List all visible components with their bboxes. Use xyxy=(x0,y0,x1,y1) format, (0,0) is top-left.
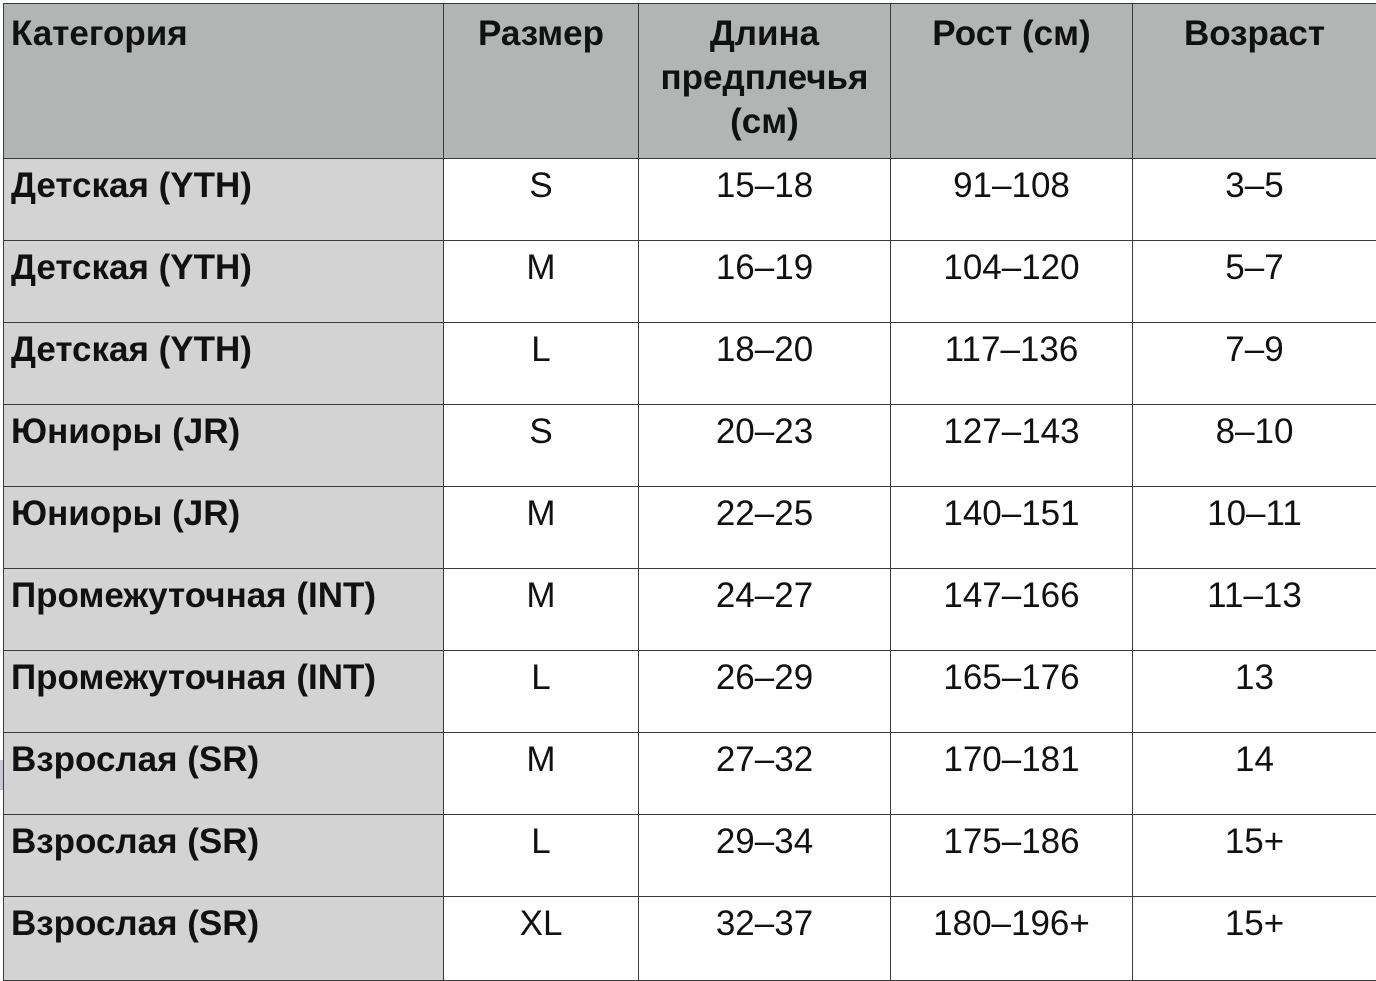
header-age: Возраст xyxy=(1133,4,1376,159)
cell-forearm: 32–37 xyxy=(639,897,891,981)
cell-height: 180–196+ xyxy=(891,897,1133,981)
cell-size: S xyxy=(444,159,639,241)
cell-forearm: 18–20 xyxy=(639,323,891,405)
cell-category: Юниоры (JR) xyxy=(4,487,444,569)
left-edge-marker xyxy=(0,760,3,790)
cell-height: 170–181 xyxy=(891,733,1133,815)
cell-height: 117–136 xyxy=(891,323,1133,405)
table-row xyxy=(4,487,1376,569)
size-chart-table xyxy=(3,3,1376,981)
table-row xyxy=(4,159,1376,241)
cell-age: 8–10 xyxy=(1133,405,1376,487)
cell-forearm: 15–18 xyxy=(639,159,891,241)
cell-age: 7–9 xyxy=(1133,323,1376,405)
table-header xyxy=(4,4,1376,159)
cell-size: L xyxy=(444,651,639,733)
cell-category: Детская (YTH) xyxy=(4,159,444,241)
cell-forearm: 29–34 xyxy=(639,815,891,897)
cell-forearm: 27–32 xyxy=(639,733,891,815)
table-row xyxy=(4,815,1376,897)
cell-category: Взрослая (SR) xyxy=(4,815,444,897)
cell-size: M xyxy=(444,487,639,569)
header-row xyxy=(4,4,1376,159)
cell-forearm: 22–25 xyxy=(639,487,891,569)
cell-size: M xyxy=(444,733,639,815)
table-row xyxy=(4,569,1376,651)
cell-height: 147–166 xyxy=(891,569,1133,651)
header-size: Размер xyxy=(444,4,639,159)
table-row xyxy=(4,651,1376,733)
table-row xyxy=(4,241,1376,323)
cell-height: 104–120 xyxy=(891,241,1133,323)
cell-size: L xyxy=(444,815,639,897)
cell-forearm: 26–29 xyxy=(639,651,891,733)
header-forearm: Длина предплечья (см) xyxy=(639,4,891,159)
cell-age: 15+ xyxy=(1133,815,1376,897)
cell-category: Промежуточная (INT) xyxy=(4,569,444,651)
table-row xyxy=(4,323,1376,405)
cell-category: Юниоры (JR) xyxy=(4,405,444,487)
cell-forearm: 24–27 xyxy=(639,569,891,651)
header-category: Категория xyxy=(4,4,444,159)
cell-age: 5–7 xyxy=(1133,241,1376,323)
cell-height: 175–186 xyxy=(891,815,1133,897)
cell-size: M xyxy=(444,569,639,651)
cell-age: 10–11 xyxy=(1133,487,1376,569)
cell-forearm: 20–23 xyxy=(639,405,891,487)
table-row xyxy=(4,405,1376,487)
cell-size: S xyxy=(444,405,639,487)
cell-category: Взрослая (SR) xyxy=(4,897,444,981)
table-row xyxy=(4,733,1376,815)
cell-category: Взрослая (SR) xyxy=(4,733,444,815)
table-body xyxy=(4,159,1376,981)
cell-height: 165–176 xyxy=(891,651,1133,733)
cell-age: 13 xyxy=(1133,651,1376,733)
cell-height: 91–108 xyxy=(891,159,1133,241)
cell-category: Детская (YTH) xyxy=(4,323,444,405)
cell-age: 15+ xyxy=(1133,897,1376,981)
cell-category: Детская (YTH) xyxy=(4,241,444,323)
cell-age: 14 xyxy=(1133,733,1376,815)
cell-size: XL xyxy=(444,897,639,981)
cell-height: 127–143 xyxy=(891,405,1133,487)
cell-size: L xyxy=(444,323,639,405)
table-row xyxy=(4,897,1376,981)
cell-category: Промежуточная (INT) xyxy=(4,651,444,733)
header-height: Рост (см) xyxy=(891,4,1133,159)
cell-age: 11–13 xyxy=(1133,569,1376,651)
cell-age: 3–5 xyxy=(1133,159,1376,241)
cell-height: 140–151 xyxy=(891,487,1133,569)
cell-forearm: 16–19 xyxy=(639,241,891,323)
cell-size: M xyxy=(444,241,639,323)
